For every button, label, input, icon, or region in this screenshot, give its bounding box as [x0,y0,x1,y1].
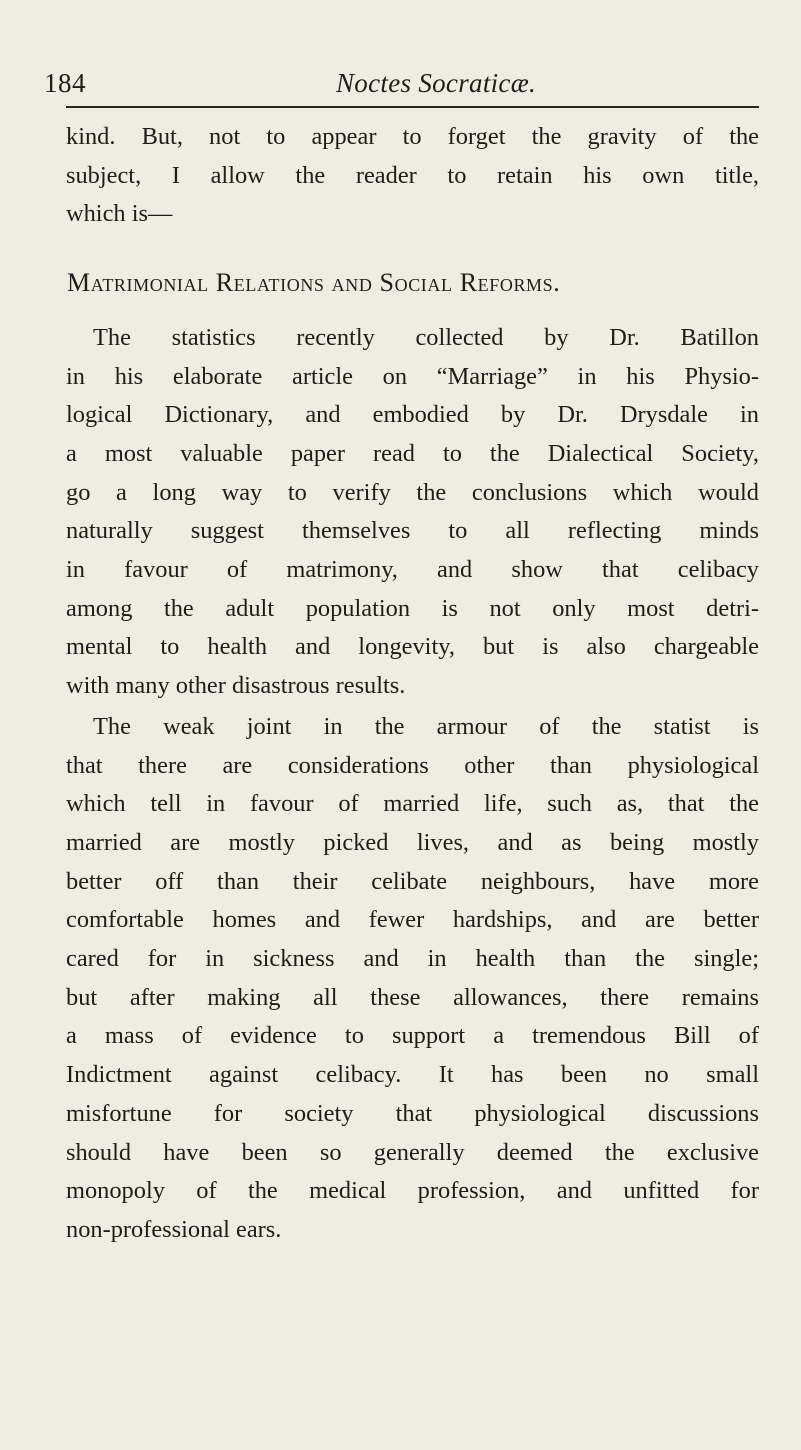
text-line: non-professional ears. [66,1215,282,1243]
text-line: kind. But, not to appear to forget the gravity of the [66,123,759,150]
text-line: cared for in sickness and in health than the single; [66,945,759,973]
text-line: in favour of matrimony, and show that celibacy [66,556,759,584]
running-title: Noctes Socraticæ. [336,68,537,98]
opening-paragraph [66,118,759,234]
header-rule [66,106,759,108]
text-line: The statistics recently collected by Dr. Batillon [93,323,759,351]
text-line: logical Dictionary, and embodied by Dr. Drysdale in [66,401,759,429]
text-line: among the adult population is not only most detri- [66,594,759,622]
text-line: The weak joint in the armour of the statist is [93,712,759,740]
paragraph-statistics [66,319,759,706]
text-line: should have been so generally deemed the exclusive [66,1138,759,1166]
section-heading: Matrimonial Relations and Social Reforms. [67,268,561,298]
text-line: monopoly of the medical profession, and unfitted for [66,1177,759,1205]
running-head [44,68,774,108]
text-line: better off than their celibate neighbours, have more [66,867,759,895]
text-line: which tell in favour of married life, such as, that the [66,790,759,818]
text-line: mental to health and longevity, but is also chargeable [66,633,759,661]
text-line: misfortune for society that physiological discussions [66,1099,759,1127]
text-line: naturally suggest themselves to all reflecting minds [66,517,759,545]
text-line: which is— [66,200,173,228]
text-line: with many other disastrous results. [66,672,406,700]
text-line: but after making all these allowances, there remains [66,983,759,1011]
page-number: 184 [44,68,86,98]
text-line: subject, I allow the reader to retain his own title, [66,161,759,189]
body-text [66,118,759,1250]
text-line: that there are considerations other than physiological [66,751,759,779]
text-line: in his elaborate article on “Marriage” in his Physio- [66,362,759,390]
text-line: married are mostly picked lives, and as being mostly [66,828,759,856]
text-line: comfortable homes and fewer hardships, and are better [66,906,759,934]
paragraph-weak-joint [66,708,759,1250]
text-line: Indictment against celibacy. It has been no small [66,1061,759,1089]
text-line: a most valuable paper read to the Dialectical Society, [66,439,759,467]
text-line: a mass of evidence to support a tremendous Bill of [66,1022,759,1050]
text-line: go a long way to verify the conclusions which would [66,478,759,506]
